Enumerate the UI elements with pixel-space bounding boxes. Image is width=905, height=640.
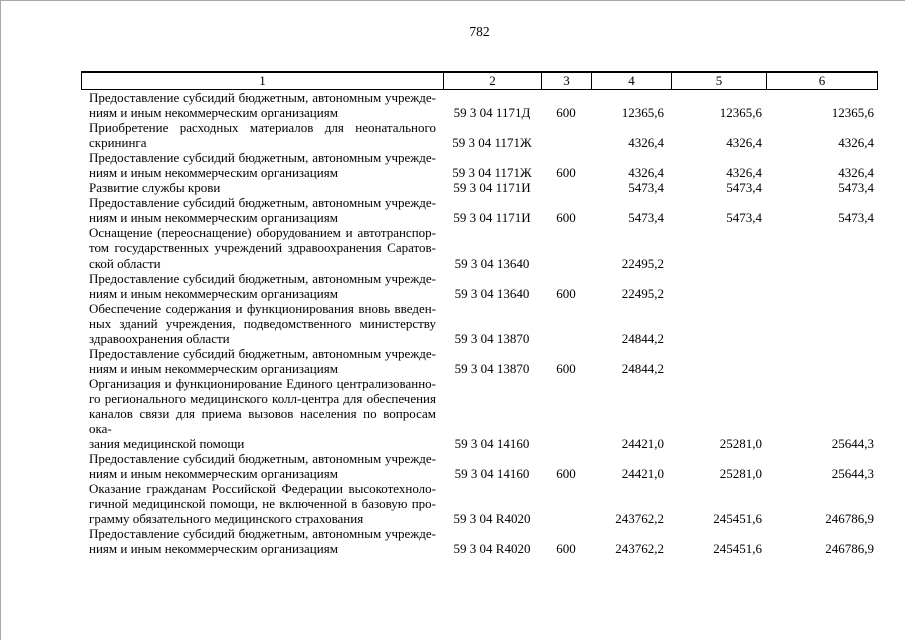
cell-amount-col5: 5473,4	[726, 210, 762, 226]
cell-target-article-code: 59 3 04 14160	[454, 466, 530, 482]
table-row	[81, 301, 878, 346]
cell-amount-col5: 245451,6	[713, 541, 762, 557]
cell-target-article-code: 59 3 04 13640	[454, 255, 530, 271]
cell-amount-col6: 5473,4	[838, 180, 874, 196]
cell-target-article-code: 59 3 04 13640	[454, 285, 530, 301]
description-line: ниям и иным некоммерческим организациям	[89, 285, 338, 301]
table-row	[81, 195, 878, 225]
table-row	[81, 346, 878, 376]
cell-amount-col5: 4326,4	[726, 165, 762, 181]
table-row	[81, 271, 878, 301]
cell-amount-col6: 246786,9	[825, 511, 874, 527]
cell-amount-col5: 4326,4	[726, 135, 762, 151]
cell-target-article-code: 59 3 04 13870	[454, 360, 530, 376]
cell-amount-col4: 5473,4	[628, 180, 664, 196]
cell-target-article-code: 59 3 04 1171И	[453, 210, 531, 226]
cell-amount-col4: 24844,2	[621, 330, 664, 346]
cell-expense-type: 600	[556, 285, 576, 301]
cell-amount-col5: 245451,6	[713, 511, 762, 527]
column-header-5: 5	[672, 73, 767, 89]
description-line: зания медицинской помощи	[89, 436, 245, 452]
cell-description	[81, 271, 443, 301]
description-line: Предоставление субсидий бюджетным, автономным учрежде-	[89, 150, 436, 166]
cell-target-article-code: 59 3 04 1171Ж	[452, 135, 532, 151]
table-row	[81, 481, 878, 526]
cell-target-article-code: 59 3 04 1171И	[453, 180, 531, 196]
description-line: Предоставление субсидий бюджетным, автономным учрежде-	[89, 90, 436, 105]
cell-amount-col4: 243762,2	[615, 541, 664, 557]
cell-expense-type: 600	[556, 210, 576, 226]
cell-amount-col4: 22495,2	[621, 285, 664, 301]
description-line: ниям и иным некоммерческим организациям	[89, 105, 338, 121]
table-row	[81, 120, 878, 150]
description-line: го регионального медицинского колл-центра для обеспечения	[89, 390, 436, 406]
cell-description	[81, 451, 443, 481]
description-line: ской области	[89, 255, 161, 271]
description-line: Предоставление субсидий бюджетным, автономным учрежде-	[89, 345, 436, 361]
cell-target-article-code: 59 3 04 1171Д	[453, 105, 531, 121]
cell-amount-col5: 12365,6	[719, 105, 762, 121]
cell-expense-type: 600	[556, 466, 576, 482]
cell-amount-col6: 4326,4	[838, 135, 874, 151]
description-line: гичной медицинской помощи, не включенной в базовую про-	[89, 496, 436, 512]
description-line: скрининга	[89, 135, 147, 151]
cell-target-article-code: 59 3 04 13870	[454, 330, 530, 346]
cell-description	[81, 195, 443, 225]
cell-amount-col4: 24421,0	[621, 466, 664, 482]
description-line: Предоставление субсидий бюджетным, автономным учрежде-	[89, 526, 436, 542]
description-line: ных зданий учреждения, подведомственного министерству	[89, 315, 436, 331]
cell-amount-col5: 5473,4	[726, 180, 762, 196]
cell-amount-col4: 4326,4	[628, 165, 664, 181]
description-line: том государственных учреждений здравоохранения Саратов-	[89, 240, 436, 256]
description-line: ниям и иным некоммерческим организациям	[89, 210, 338, 226]
description-line: ниям и иным некоммерческим организациям	[89, 541, 338, 557]
cell-description	[81, 346, 443, 376]
cell-amount-col6: 12365,6	[831, 105, 874, 121]
description-line: ниям и иным некоммерческим организациям	[89, 466, 338, 482]
cell-description	[81, 120, 443, 150]
cell-expense-type: 600	[556, 541, 576, 557]
table-row	[81, 225, 878, 270]
column-header-2: 2	[444, 73, 542, 89]
cell-amount-col4: 243762,2	[615, 511, 664, 527]
cell-amount-col6: 5473,4	[838, 210, 874, 226]
description-line: здравоохранения области	[89, 330, 230, 346]
cell-amount-col5: 25281,0	[719, 466, 762, 482]
cell-amount-col4: 12365,6	[621, 105, 664, 121]
cell-target-article-code: 59 3 04 R4020	[453, 541, 531, 557]
table-header-row	[81, 71, 878, 90]
cell-expense-type: 600	[556, 105, 576, 121]
cell-description	[81, 481, 443, 526]
budget-table	[81, 71, 878, 556]
description-line: Оказание гражданам Российской Федерации высокотехноло-	[89, 481, 436, 497]
cell-amount-col6: 25644,3	[831, 466, 874, 482]
cell-amount-col6: 246786,9	[825, 541, 874, 557]
description-line: Приобретение расходных материалов для неонатального	[89, 120, 436, 136]
cell-amount-col4: 22495,2	[621, 255, 664, 271]
cell-amount-col4: 5473,4	[628, 210, 664, 226]
column-header-1: 1	[82, 73, 444, 89]
cell-target-article-code: 59 3 04 14160	[454, 436, 530, 452]
cell-target-article-code: 59 3 04 R4020	[453, 511, 531, 527]
cell-description	[81, 180, 443, 195]
table-row	[81, 526, 878, 556]
cell-amount-col4: 24844,2	[621, 360, 664, 376]
description-line: Организация и функционирование Единого централизованно-	[89, 375, 436, 391]
description-line: Предоставление субсидий бюджетным, автономным учрежде-	[89, 195, 436, 211]
table-row	[81, 90, 878, 120]
cell-description	[81, 150, 443, 180]
description-line: Обеспечение содержания и функционирования вновь введен-	[89, 300, 436, 316]
cell-target-article-code: 59 3 04 1171Ж	[452, 165, 532, 181]
cell-description	[81, 526, 443, 556]
cell-amount-col5: 25281,0	[719, 436, 762, 452]
cell-amount-col4: 24421,0	[621, 436, 664, 452]
cell-description	[81, 301, 443, 346]
cell-amount-col6: 4326,4	[838, 165, 874, 181]
table-row	[81, 180, 878, 195]
description-line: Предоставление субсидий бюджетным, автономным учрежде-	[89, 270, 436, 286]
description-line: ниям и иным некоммерческим организациям	[89, 360, 338, 376]
column-header-3: 3	[542, 73, 592, 89]
page-number: 782	[469, 24, 490, 39]
table-row	[81, 376, 878, 451]
column-header-4: 4	[592, 73, 672, 89]
table-row	[81, 451, 878, 481]
table-body	[81, 90, 878, 556]
cell-expense-type: 600	[556, 360, 576, 376]
description-line: Оснащение (переоснащение) оборудованием и автотранспор-	[89, 225, 436, 241]
cell-description	[81, 376, 443, 451]
description-line: Развитие службы крови	[89, 180, 221, 196]
table-row	[81, 150, 878, 180]
cell-description	[81, 90, 443, 120]
cell-amount-col4: 4326,4	[628, 135, 664, 151]
description-line: Предоставление субсидий бюджетным, автономным учрежде-	[89, 451, 436, 467]
cell-expense-type: 600	[556, 165, 576, 181]
description-line: каналов связи для приема вызовов населения по вопросам ока-	[89, 405, 436, 437]
cell-description	[81, 225, 443, 270]
description-line: грамму обязательного медицинского страхования	[89, 511, 364, 527]
column-header-6: 6	[818, 73, 826, 88]
description-line: ниям и иным некоммерческим организациям	[89, 165, 338, 181]
cell-amount-col6: 25644,3	[831, 436, 874, 452]
